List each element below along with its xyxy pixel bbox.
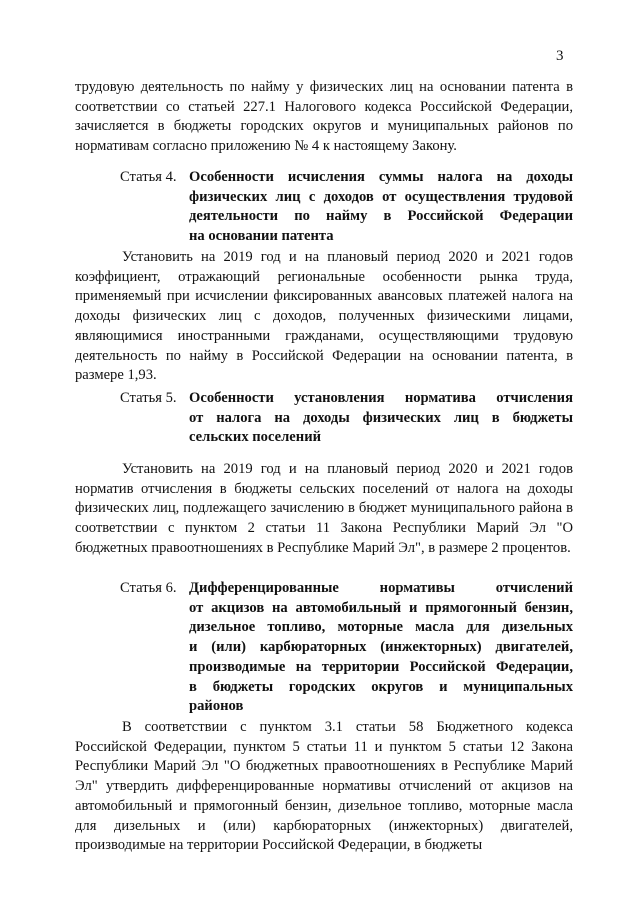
article-6-label: Статья 6. (120, 580, 177, 596)
intro-paragraph: трудовую деятельность по найму у физических лиц на основании патента в соответствии со статьей 227.1 Налогового кодекса Российской Федерации, зачисляется в бюджеты городских округов и муниципальных районов по нормативам согласно приложению № 4 к настоящему Закону. (75, 79, 573, 155)
page-number: 3 (556, 48, 564, 64)
article-title-line: от акцизов на автомобильный и прямогонный бензин, (189, 599, 573, 616)
article-title-line: Дифференцированные нормативы отчислений (189, 580, 573, 596)
article-6-body: В соответствии с пунктом 3.1 статьи 58 Бюджетного кодекса Российской Федерации, пунктом 5 статьи 11 и пунктом 5 статьи 12 Закона Республики Марий Эл "О бюджетных правоотношениях в Республике Марий Эл" утвердить дифференцированные нормативы отчислений от акцизов на автомобильный и прямогонный бензин, дизельное топливо, моторные масла для дизельных и (или) карбюраторных (инжекторных) двигателей, производимые на территории Российской Федерации, в бюджеты (75, 719, 573, 854)
article-title-line: деятельности по найму в Российской Федерации (189, 208, 573, 225)
article-title-line: от налога на доходы физических лиц в бюджеты (189, 409, 573, 426)
article-4-label: Статья 4. (120, 169, 177, 185)
article-5-label: Статья 5. (120, 390, 177, 406)
article-title-line: физических лиц с доходов от осуществления трудовой (189, 188, 573, 205)
article-title-line: и (или) карбюраторных (инжекторных) двигателей, (189, 639, 573, 656)
article-4-title (189, 168, 573, 247)
article-title-line: Особенности исчисления суммы налога на доходы (189, 169, 573, 185)
article-5-body: Установить на 2019 год и на плановый период 2020 и 2021 годов норматив отчисления в бюджеты сельских поселений от налога на доходы физических лиц, подлежащего зачислению в бюджет муниципального района в соответствии с пунктом 2 статьи 11 Закона Республики Марий Эл "О бюджетных правоотношениях в Республике Марий Эл", в размере 2 процентов. (75, 461, 573, 556)
article-title-line: Особенности установления норматива отчисления (189, 390, 573, 406)
article-5-title (189, 389, 573, 448)
article-title-line: производимые на территории Российской Федерации, (189, 658, 573, 675)
article-title-line: районов (189, 698, 244, 715)
article-title-line: на основании патента (189, 228, 334, 245)
article-title-line: дизельное топливо, моторные масла для дизельных (189, 619, 573, 636)
article-4-body: Установить на 2019 год и на плановый период 2020 и 2021 годов коэффициент, отражающий региональные особенности рынка труда, применяемый при исчислении фиксированных авансовых платежей налога на доходы физических лиц с доходов, полученных физическими лицами, являющимися иностранными гражданами, осуществляющими трудовую деятельность по найму в Российской Федерации на основании патента, в размере 1,93. (75, 249, 573, 384)
article-title-line: в бюджеты городских округов и муниципальных (189, 678, 573, 695)
article-6-title (189, 579, 573, 717)
article-title-line: сельских поселений (189, 429, 322, 446)
